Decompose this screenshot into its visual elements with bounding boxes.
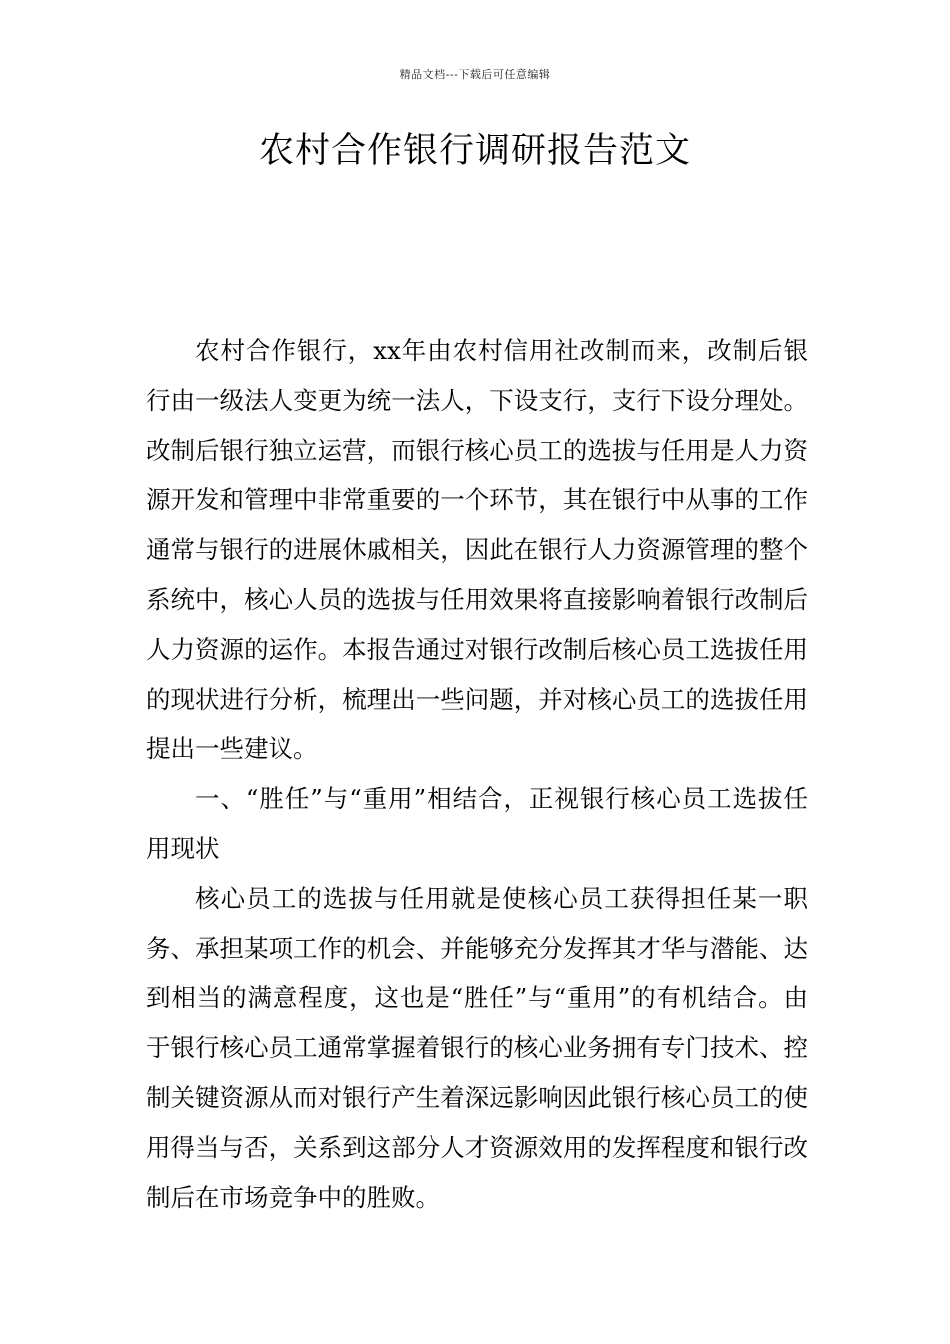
paragraph-intro: 农村合作银行，xx年由农村信用社改制而来，改制后银行由一级法人变更为统一法人，下设支行，支行下设分理处。改制后银行独立运营，而银行核心员工的选拔与任用是人力资源开发和管理中非常重要的一个环节，其在银行中从事的工作通常与银行的进展休戚相关，因此在银行人力资源管理的整个系统中，核心人员的选拔与任用效果将直接影响着银行改制后人力资源的运作。本报告通过对银行改制后核心员工选拔任用的现状进行分析，梳理出一些问题，并对核心员工的选拔任用提出一些建议。	[146, 336, 808, 764]
document-body	[146, 326, 808, 1222]
header-note: 精品文档---下载后可任意编辑	[399, 68, 551, 81]
section-heading-1: 一、“胜任”与“重用”相结合，正视银行核心员工选拔任用现状	[146, 784, 808, 863]
document-title: 农村合作银行调研报告范文	[258, 131, 691, 171]
paragraph-section-1: 核心员工的选拔与任用就是使核心员工获得担任某一职务、承担某项工作的机会、并能够充分发挥其才华与潜能、达到相当的满意程度，这也是“胜任”与“重用”的有机结合。由于银行核心员工通常掌握着银行的核心业务拥有专门技术、控制关键资源从而对银行产生着深远影响因此银行核心员工的使用得当与否，关系到这部分人才资源效用的发挥程度和银行改制后在市场竞争中的胜败。	[146, 883, 808, 1212]
